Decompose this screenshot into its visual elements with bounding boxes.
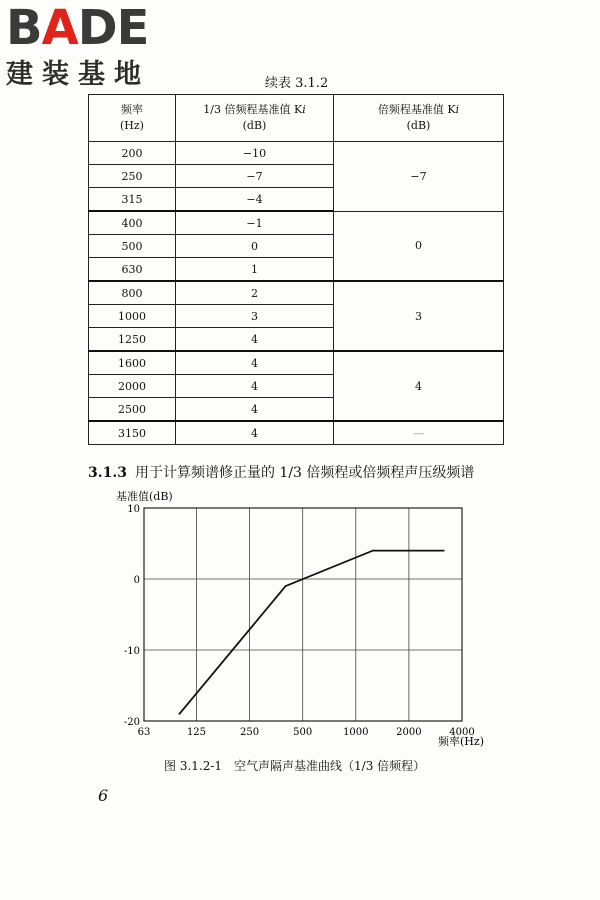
freq-cell: 800 xyxy=(89,281,176,305)
freq-cell: 500 xyxy=(89,235,176,258)
k13-cell: −10 xyxy=(176,142,334,165)
x-tick-label: 63 xyxy=(137,727,151,738)
section-text: 用于计算频谱修正量的 1/3 倍频程或倍频程声压级频谱 xyxy=(134,465,475,481)
octave-cell: 3 xyxy=(334,281,504,351)
freq-cell: 2500 xyxy=(89,398,176,422)
page-number: 6 xyxy=(98,786,109,805)
y-tick-label: 10 xyxy=(127,504,140,515)
table-caption: 续表 3.1.2 xyxy=(265,76,329,91)
freq-cell: 2000 xyxy=(89,375,176,398)
curve-point xyxy=(285,585,287,587)
curve-point xyxy=(443,550,445,552)
octave-cell: 4 xyxy=(334,351,504,421)
freq-cell: 200 xyxy=(89,142,176,165)
x-tick-label: 500 xyxy=(293,727,313,738)
header-third-octave: 1/3 倍频程基准值 Ki (dB) xyxy=(176,95,334,142)
k13-cell: 4 xyxy=(176,351,334,375)
k13-cell: 4 xyxy=(176,421,334,445)
x-tick-label: 125 xyxy=(186,727,207,738)
octave-cell: −7 xyxy=(334,142,504,212)
freq-cell: 400 xyxy=(89,211,176,235)
k13-cell: −4 xyxy=(176,188,334,212)
freq-cell: 3150 xyxy=(89,421,176,445)
k13-cell: 3 xyxy=(176,305,334,328)
x-tick-label: 1000 xyxy=(343,727,369,738)
freq-cell: 1600 xyxy=(89,351,176,375)
chart-y-label: 基准值(dB) xyxy=(116,490,173,503)
k13-cell: −1 xyxy=(176,211,334,235)
x-tick-label: 250 xyxy=(240,727,260,738)
k13-cell: −7 xyxy=(176,165,334,188)
k13-cell: 2 xyxy=(176,281,334,305)
k13-cell: 4 xyxy=(176,375,334,398)
k13-cell: 1 xyxy=(176,258,334,282)
octave-cell: 0 xyxy=(334,211,504,281)
section-number: 3.1.3 xyxy=(88,465,127,481)
chart-x-label: 频率(Hz) xyxy=(438,735,484,748)
freq-cell: 1000 xyxy=(89,305,176,328)
freq-cell: 630 xyxy=(89,258,176,282)
freq-cell: 1250 xyxy=(89,328,176,352)
y-tick-label: -20 xyxy=(123,717,140,728)
figure-caption: 图 3.1.2-1 空气声隔声基准曲线（1/3 倍频程） xyxy=(164,759,426,773)
header-octave: 倍频程基准值 Ki (dB) xyxy=(334,95,504,142)
k13-cell: 4 xyxy=(176,398,334,422)
x-tick-label: 2000 xyxy=(396,727,422,738)
y-tick-label: 0 xyxy=(133,575,140,586)
curve-point xyxy=(372,550,374,552)
brand-wordmark: BADE xyxy=(6,0,149,56)
brand-subtitle: 建装基地 xyxy=(6,59,150,90)
reference-curve-line xyxy=(179,551,443,714)
freq-cell: 250 xyxy=(89,165,176,188)
k13-cell: 4 xyxy=(176,328,334,352)
k13-cell: 0 xyxy=(176,235,334,258)
x-tick-label: 4000 xyxy=(449,727,475,738)
header-frequency: 频率 (Hz) xyxy=(89,95,176,142)
octave-cell: — xyxy=(334,421,504,445)
freq-cell: 315 xyxy=(89,188,176,212)
y-tick-label: -10 xyxy=(123,646,140,657)
curve-point xyxy=(178,713,180,715)
